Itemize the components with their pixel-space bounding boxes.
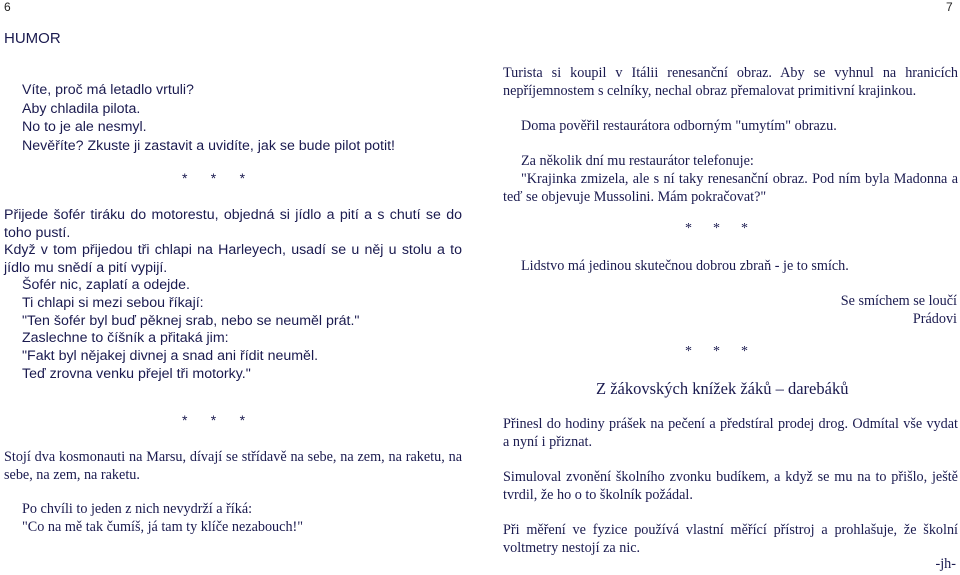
entry-school-bell: Simuloval zvonění školního zvonku budíkem, a když se mu na to přišlo, ještě tvrdil, že ho o to školník požádal. bbox=[503, 469, 958, 503]
separator-stars: * * * bbox=[685, 221, 748, 236]
joke-line: "Co na mě tak čumíš, já tam ty klíče nezabouch!" bbox=[22, 519, 304, 535]
entry-baking-powder: Přinesl do hodiny prášek na pečení a předstíral prodej drog. Odmítal vše vydat a nyní i přiznat. bbox=[503, 416, 958, 450]
page-number-right: 7 bbox=[946, 0, 953, 14]
joke-line: "Ten šofér byl buď pěknej srab, nebo se neuměl prát." bbox=[22, 312, 360, 329]
joke-trucker-paragraph-2: Když v tom přijedou tři chlapi na Harleyech, usadí se u něj u stolu a to jídlo mu snědí a pití vypijí. bbox=[4, 242, 462, 276]
subsection-heading: Z žákovských knížek žáků – darebáků bbox=[596, 379, 849, 398]
joke-line: Šofér nic, zaplatí a odejde. bbox=[22, 277, 190, 293]
joke-trucker-lines bbox=[22, 277, 462, 384]
farewell bbox=[700, 292, 957, 328]
entry-voltmeter: Při měření ve fyzice používá vlastní měřící přístroj a prohlašuje, že školní voltmetry nestojí za nic. bbox=[503, 522, 958, 556]
separator-stars: * * * bbox=[182, 412, 246, 428]
quote-laughter: Lidstvo má jedinou skutečnou dobrou zbraň - je to smích. bbox=[521, 258, 849, 274]
joke-cosmonauts-ending bbox=[22, 500, 462, 536]
joke-painting-reply bbox=[503, 170, 958, 206]
joke-painting-phone-line: Za několik dní mu restaurátor telefonuje: bbox=[521, 153, 754, 169]
joke-line: Teď zrovna venku přejel tři motorky." bbox=[22, 365, 251, 382]
joke-line: No to je ale nesmyl. bbox=[22, 119, 147, 135]
joke-line: "Fakt byl nějakej divnej a snad ani řídit neuměl. bbox=[22, 348, 319, 365]
joke-painting-paragraph-2: Doma pověřil restaurátora odborným "umytím" obrazu. bbox=[521, 118, 837, 134]
joke-airplane bbox=[22, 81, 462, 155]
joke-line: Aby chladila pilota. bbox=[22, 100, 141, 117]
joke-trucker-paragraph-1: Přijede šofér tiráku do motorestu, objedná si jídlo a pití a s chutí se do toho pustí. bbox=[4, 207, 462, 241]
joke-painting-paragraph-1: Turista si koupil v Itálii renesanční obraz. Aby se vyhnul na hranicích nepříjemnostem s celníky, nechal obraz přemalovat primitivní krajinkou. bbox=[503, 65, 958, 99]
signature: -jh- bbox=[935, 556, 956, 572]
joke-cosmonauts-paragraph: Stojí dva kosmonauti na Marsu, dívají se střídavě na sebe, na zem, na raketu, na sebe, na zem, na raketu. bbox=[4, 449, 462, 483]
separator-stars: * * * bbox=[182, 170, 246, 186]
page-number-left: 6 bbox=[4, 0, 11, 14]
joke-line: Ti chlapi si mezi sebou říkají: bbox=[22, 294, 204, 311]
joke-line: Po chvíli to jeden z nich nevydrží a říká: bbox=[22, 501, 253, 517]
separator-stars: * * * bbox=[685, 344, 748, 359]
joke-painting-reply-text: "Krajinka zmizela, ale s ní taky renesanční obraz. Pod ním byla Madonna a teď se objevuje Mussolini. Mám pokračovat?" bbox=[503, 171, 958, 205]
joke-line: Víte, proč má letadlo vrtuli? bbox=[22, 82, 194, 98]
farewell-signature: Prádovi bbox=[912, 311, 957, 327]
section-title: HUMOR bbox=[4, 30, 61, 47]
joke-line: Nevěříte? Zkuste ji zastavit a uvidíte, jak se bude pilot potit! bbox=[22, 137, 396, 154]
joke-line: Zaslechne to číšník a přitaká jim: bbox=[22, 330, 229, 347]
farewell-line: Se smíchem se loučí bbox=[840, 293, 957, 309]
